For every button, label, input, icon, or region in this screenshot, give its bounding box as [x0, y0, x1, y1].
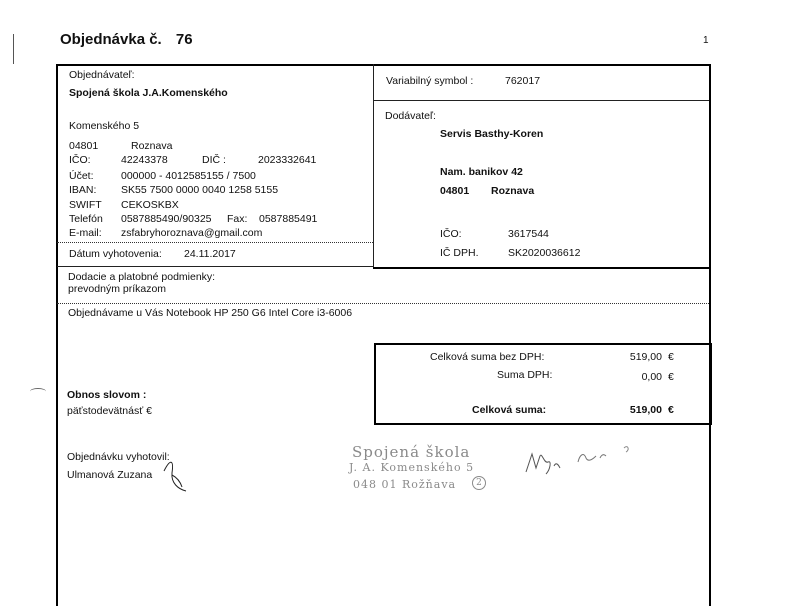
date-label: Dátum vyhotovenia: — [69, 248, 162, 260]
stamp-line: Spojená škola — [352, 443, 471, 461]
orderer-account-label: Účet: — [69, 170, 94, 182]
amount-words-value: päťstodevätnásť € — [67, 405, 152, 417]
prepared-by-label: Objednávku vyhotovil: — [67, 451, 170, 463]
order-items-text: Objednávame u Vás Notebook HP 250 G6 Intel Core i3-6006 — [68, 307, 353, 319]
currency-symbol: € — [668, 404, 674, 416]
order-title-text: Objednávka č. — [60, 31, 162, 48]
stamp-line: J. A. Komenského 5 — [349, 461, 475, 474]
orderer-zip: 04801 — [69, 140, 99, 152]
supplier-label: Dodávateľ: — [385, 110, 436, 122]
orderer-street: Komenského 5 — [69, 120, 140, 132]
supplier-box-bottom — [373, 267, 709, 269]
vat-value: 0,00 — [641, 371, 662, 383]
variable-symbol-value: 762017 — [505, 75, 541, 87]
vat-label: Suma DPH: — [497, 369, 553, 381]
signature-scribble — [160, 455, 192, 495]
orderer-swift-label: SWIFT — [69, 199, 102, 211]
orderer-ico: 42243378 — [121, 154, 168, 166]
orderer-iban: SK55 7500 0000 0040 1258 5155 — [121, 184, 279, 196]
orderer-iban-label: IBAN: — [69, 184, 97, 196]
stamp-line: 048 01 Rožňava — [353, 478, 457, 491]
frame-top-border — [56, 64, 710, 66]
orderer-label: Objednávateľ: — [69, 69, 135, 81]
orderer-email: zsfabryhoroznava@gmail.com — [121, 227, 263, 239]
orderer-fax-label: Fax: — [227, 213, 248, 225]
orderer-email-label: E-mail: — [69, 227, 102, 239]
signature-image — [520, 440, 640, 480]
dotted-divider — [57, 242, 373, 243]
order-number: 76 — [175, 31, 193, 48]
box-divider — [373, 100, 709, 101]
orderer-phone-label: Telefón — [69, 213, 103, 225]
supplier-icdph-label: IČ DPH. — [440, 247, 479, 259]
order-title — [60, 31, 193, 48]
total-net-label: Celková suma bez DPH: — [430, 351, 545, 363]
margin-mark — [13, 34, 14, 64]
frame-right-border — [709, 64, 711, 606]
page-number: 1 — [703, 35, 709, 46]
section-divider — [57, 266, 373, 267]
supplier-name: Servis Basthy-Koren — [440, 128, 544, 140]
supplier-ico: 3617544 — [508, 228, 549, 240]
supplier-ico-label: IČO: — [440, 228, 462, 240]
orderer-swift: CEKOSKBX — [121, 199, 179, 211]
supplier-icdph: SK2020036612 — [508, 247, 581, 259]
date-value: 24.11.2017 — [184, 248, 236, 260]
total-net-value: 519,00 — [629, 351, 662, 363]
orderer-name: Spojená škola J.A.Komenského — [69, 87, 228, 99]
total-value: 519,00 — [629, 404, 662, 416]
frame-left-border — [56, 64, 58, 606]
total-label: Celková suma: — [472, 404, 547, 416]
prepared-by-name: Ulmanová Zuzana — [67, 469, 153, 481]
supplier-zip: 04801 — [440, 185, 470, 197]
amount-words-label: Obnos slovom : — [67, 389, 147, 401]
orderer-fax: 0587885491 — [259, 213, 318, 225]
orderer-dic: 2023332641 — [258, 154, 317, 166]
orderer-phone: 0587885490/90325 — [121, 213, 212, 225]
currency-symbol: € — [668, 371, 674, 383]
terms-label: Dodacie a platobné podmienky: — [68, 271, 216, 283]
orderer-account: 000000 - 4012585155 / 7500 — [121, 170, 256, 182]
orderer-city: Roznava — [131, 140, 173, 152]
stamp-number: 2 — [472, 476, 486, 490]
currency-symbol: € — [668, 351, 674, 363]
terms-value: prevodným príkazom — [68, 283, 167, 295]
column-divider — [373, 64, 374, 268]
variable-symbol-label: Variabilný symbol : — [386, 75, 474, 87]
dotted-divider — [57, 303, 709, 304]
supplier-street: Nam. banikov 42 — [440, 166, 523, 178]
orderer-ico-label: IČO: — [69, 154, 91, 166]
supplier-city: Roznava — [491, 185, 535, 197]
orderer-dic-label: DIČ : — [202, 154, 226, 166]
margin-mark — [30, 388, 46, 395]
